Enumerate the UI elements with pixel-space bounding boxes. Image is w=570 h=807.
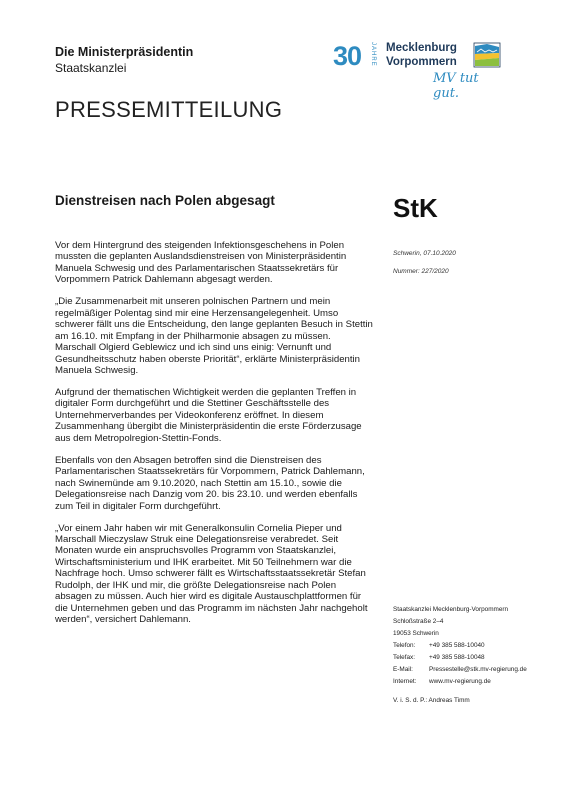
contact-phone-label: Telefon:: [393, 642, 416, 649]
contact-fax-label: Telefax:: [393, 654, 416, 661]
contact-street: Schloßstraße 2–4: [393, 618, 444, 625]
contact-spacer: [393, 688, 563, 695]
logo-slogan: MV tut gut.: [433, 71, 479, 101]
contact-email-link[interactable]: Pressestelle@stk.mv-regierung.de: [429, 666, 527, 673]
body-paragraph: Ebenfalls von den Absagen betroffen sind die Dienstreisen des Parlamentarischen Staatssekretärs für Vorpommern, Patrick Dahlemann, nach Swinemünde am 9.10.2020, nach Stettin am 15.10., sowie die Delegationsreise nach Danzig vom 20. bis 23.10. und werden ebenfalls zum Teil in digitaler Form durchgeführt.: [55, 454, 365, 512]
stk-logo: StK: [393, 193, 438, 223]
contact-email: [393, 664, 563, 676]
sender-name: Die Ministerpräsidentin: [55, 45, 194, 59]
contact-web-label: Internet:: [393, 678, 417, 685]
release-number: Nummer: 227/2020: [393, 268, 449, 275]
contact-block: [393, 604, 563, 707]
state-flag-icon: [473, 42, 501, 68]
logo-anniversary-number: 30: [333, 41, 362, 71]
body-paragraph: Aufgrund der thematischen Wichtigkeit werden die geplanten Treffen in digitaler Form durchgeführt und die Stettiner Geschäftsstelle des Unternehmerverbandes per Videokonferenz eröffnet. In diesem Zusammenhang übergibt die Ministerpräsidentin die erste Förderzusage aus dem Metropolregion-Stettin-Fonds.: [55, 386, 362, 444]
body-paragraph: „Vor einem Jahr haben wir mit Generalkonsulin Cornelia Pieper und Marschall Mieczyslaw Struk eine Delegationsreise verabredet. Seit Monaten wurde ein anspruchsvolles Programm von Staatskanzlei, Wirtschaftsministerium und IHK erarbeitet. Mit 50 Teilnehmern war die Nachfrage hoch. Umso schwerer fällt es Wirtschaftsstaatssekretär Stefan Rudolph, der IHK und mir, die größte Delegationsreise nach Polen absagen zu müssen. Auch hier wird es digitale Austauschplattformen für die Unternehmen geben und das Programm im nächsten Jahr nachgeholt werden“, versichert Dahlemann.: [55, 522, 368, 626]
contact-web-link[interactable]: www.mv-regierung.de: [429, 678, 491, 685]
contact-city: 19053 Schwerin: [393, 630, 439, 637]
logo-state-line2: Vorpommern: [386, 56, 457, 68]
press-body: [55, 240, 373, 636]
contact-org: Staatskanzlei Mecklenburg-Vorpommern: [393, 606, 509, 613]
body-paragraph: Vor dem Hintergrund des steigenden Infektionsgeschehens in Polen mussten die geplanten Auslandsdienstreisen von Ministerpräsidentin Manuela Schwesig und des Parlamentarischen Staatssekretärs für Vorpommern Patrick Dahlemann abgesagt werden.: [55, 240, 347, 286]
contact-fax: [393, 652, 563, 664]
release-date: Schwerin, 07.10.2020: [393, 250, 456, 257]
logo-state-line1: Mecklenburg: [386, 42, 457, 54]
logo-anniversary-word: JAHRE: [370, 42, 376, 67]
contact-responsible: V. i. S. d. P.: Andreas Timm: [393, 697, 470, 704]
state-logo: [333, 38, 503, 101]
press-headline: Dienstreisen nach Polen abgesagt: [55, 193, 275, 208]
contact-fax-value: +49 385 588-10048: [429, 654, 485, 661]
sender-department: Staatskanzlei: [55, 61, 127, 75]
contact-email-label: E-Mail:: [393, 666, 413, 673]
document-type: PRESSEMITTEILUNG: [55, 97, 283, 122]
body-paragraph: „Die Zusammenarbeit mit unseren polnischen Partnern und mein regelmäßiger Polentag sind mir eine Herzensangelegenheit. Umso schwerer fällt uns die Entscheidung, den lange geplanten Besuch in Stettin am 16.10. mit Empfang in der Philharmonie absagen zu müssen. Marschall Olgierd Geblewicz und ich sind uns einig: Vernunft und Gesundheitsschutz haben oberste Priorität“, erklärte Ministerpräsidentin Manuela Schwesig.: [55, 296, 373, 377]
contact-phone: [393, 640, 563, 652]
contact-web: [393, 676, 563, 688]
contact-phone-value[interactable]: +49 385 588-10040: [429, 642, 485, 649]
